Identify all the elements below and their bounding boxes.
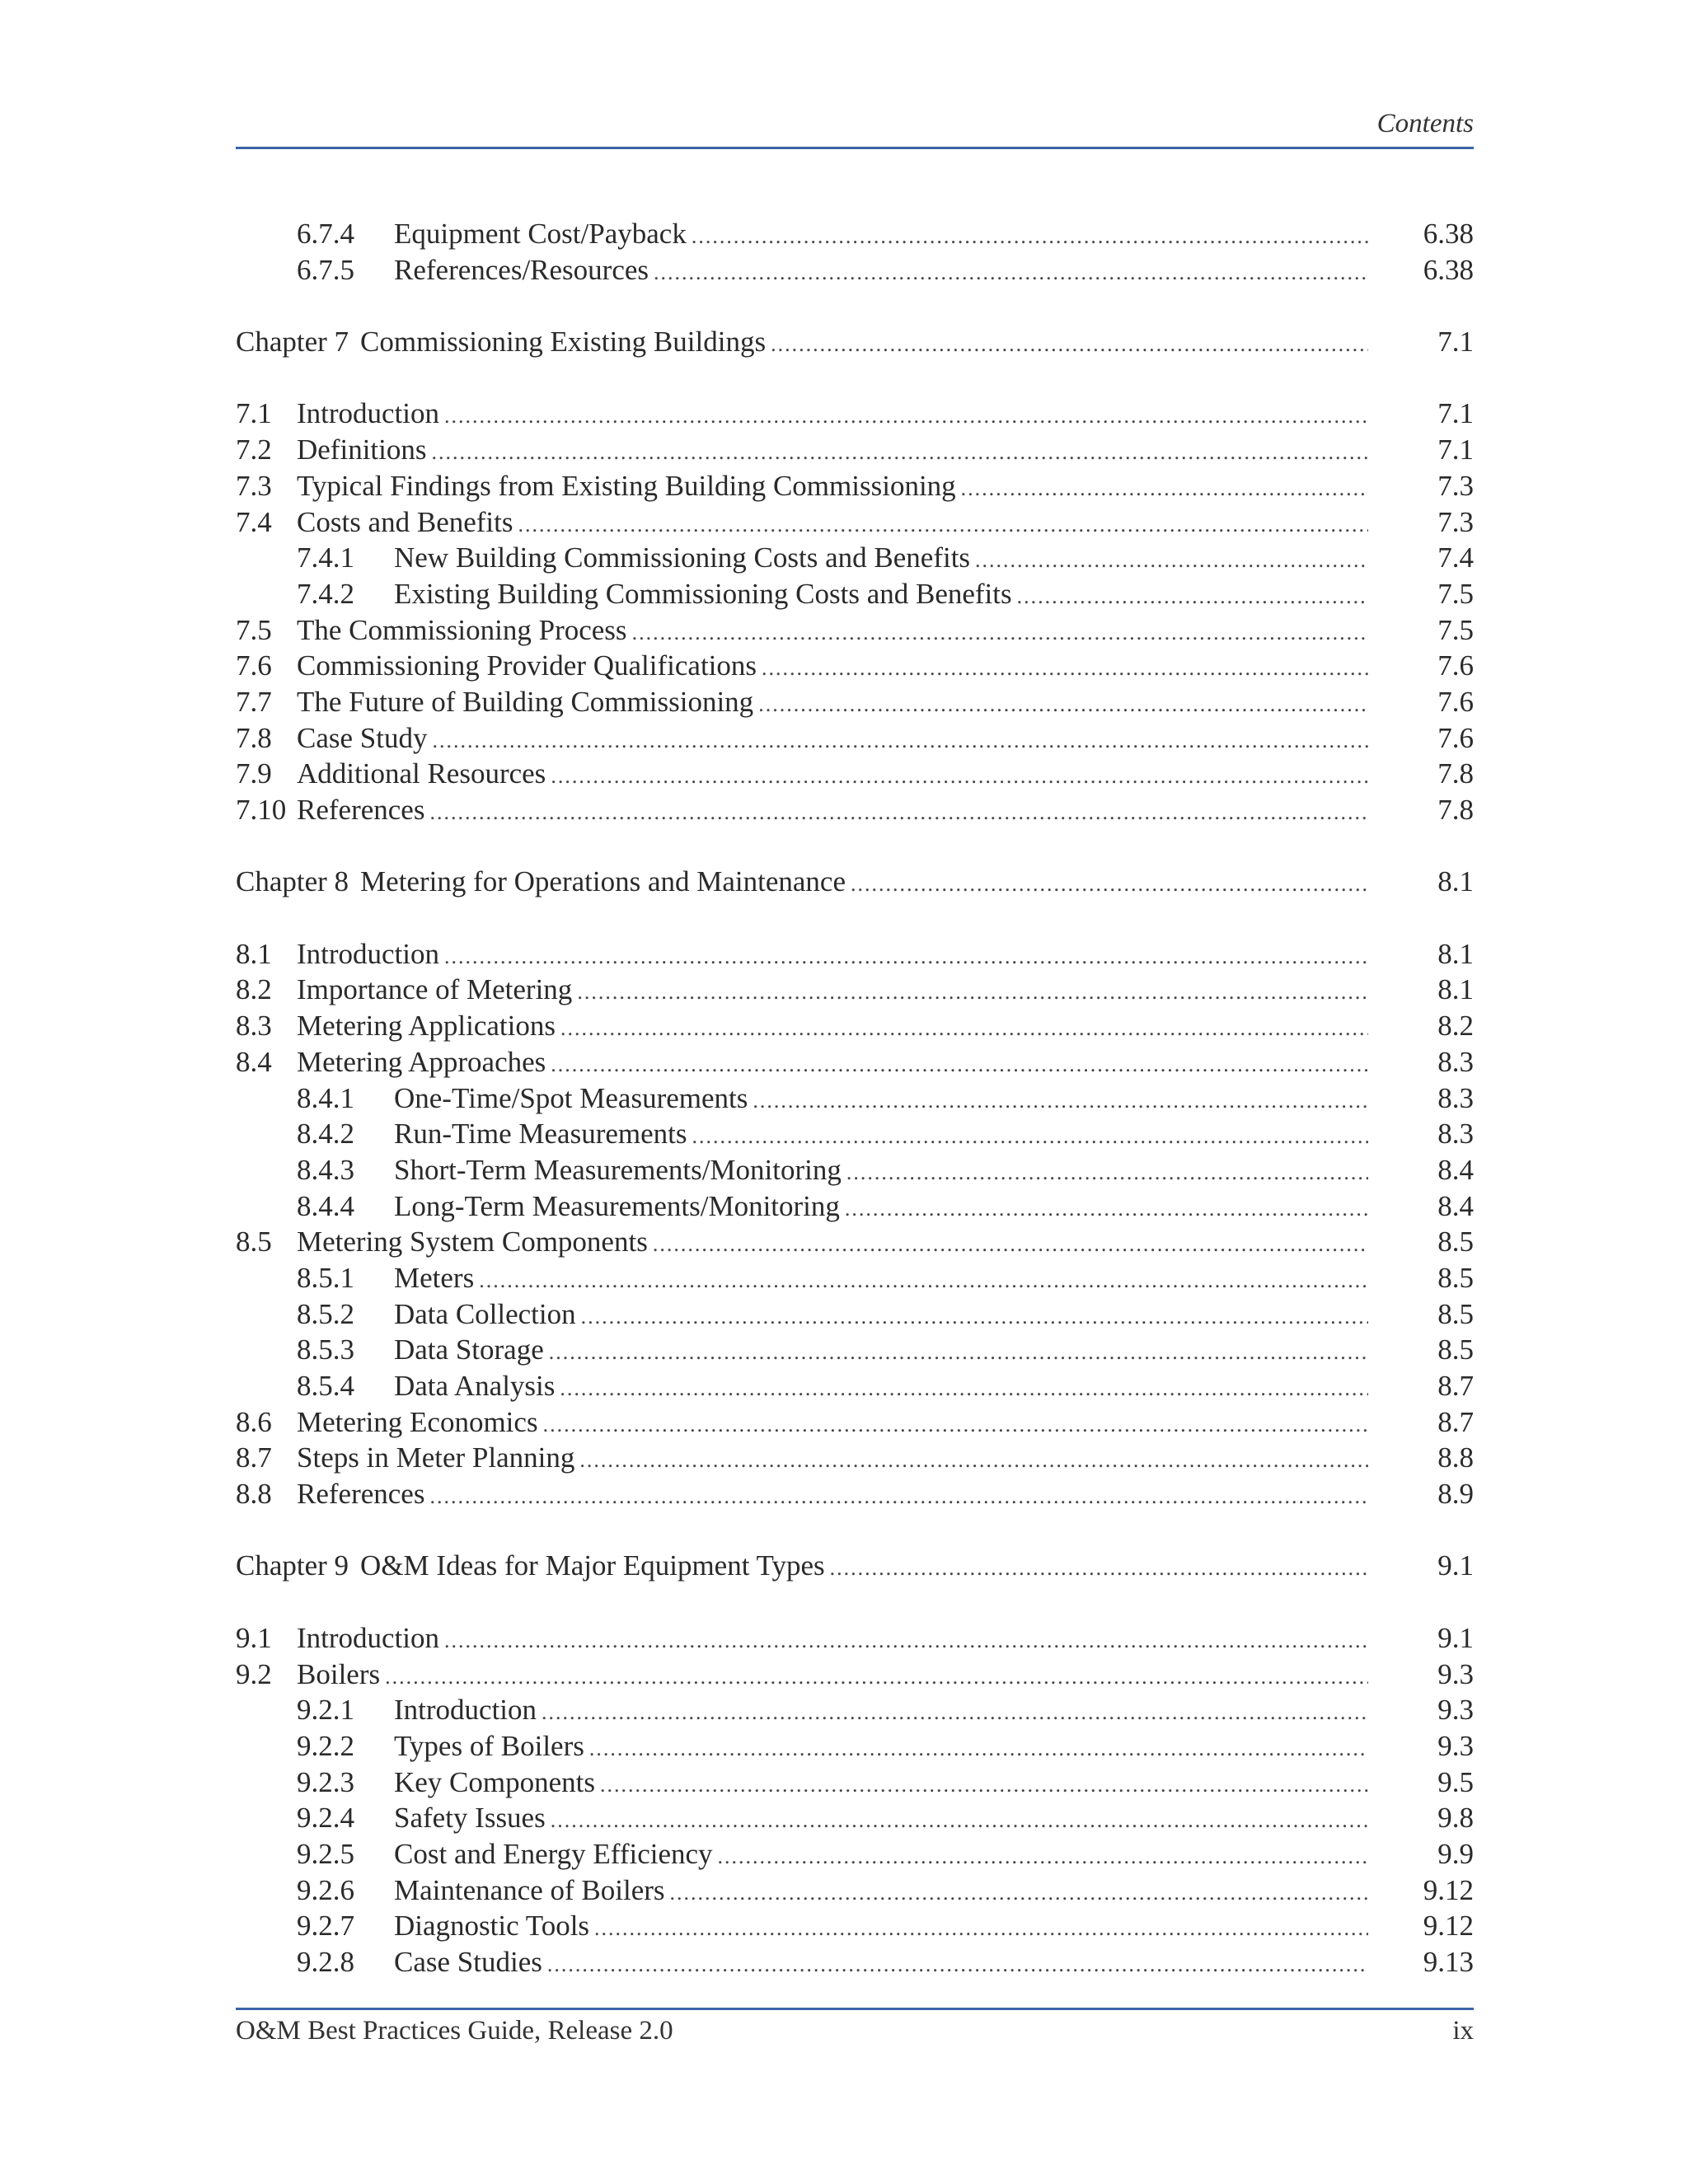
toc-entry-page: 8.8 — [1437, 1441, 1474, 1474]
toc-entry-page: 8.5 — [1437, 1226, 1474, 1258]
toc-entry-page: 9.9 — [1437, 1837, 1474, 1870]
toc-entry-number: 7.7 — [236, 685, 272, 718]
toc-entry-page: 7.3 — [1437, 469, 1474, 502]
toc-entry-title: References/Resources — [394, 253, 649, 286]
toc-entry-title: Commissioning Provider Qualifications — [297, 649, 757, 682]
toc-entry-number: 8.8 — [236, 1478, 272, 1511]
toc-entry-title: Long-Term Measurements/Monitoring — [394, 1189, 840, 1222]
toc-entry-title: Importance of Metering — [297, 973, 573, 1006]
toc-entry-number: 7.4.2 — [297, 577, 354, 610]
toc-dot-leader — [560, 1010, 1368, 1047]
toc-dot-leader — [444, 398, 1368, 434]
toc-entry-number: 6.7.4 — [297, 218, 354, 250]
toc-dot-leader — [762, 650, 1368, 687]
toc-entry-page: 8.1 — [1437, 973, 1474, 1006]
header-rule — [236, 147, 1474, 149]
toc-entry-title: Equipment Cost/Payback — [394, 218, 687, 250]
toc-dot-leader — [670, 1875, 1368, 1911]
toc-entry-title: Definitions — [297, 434, 427, 466]
table-of-contents — [236, 216, 1474, 1980]
toc-entry-page: 8.2 — [1437, 1010, 1474, 1043]
toc-entry-page: 8.5 — [1437, 1261, 1474, 1294]
toc-entry[interactable] — [236, 504, 1474, 541]
toc-entry-title: Typical Findings from Existing Building Commissioning — [297, 469, 956, 502]
footer-publication-title: O&M Best Practices Guide, Release 2.0 — [236, 2016, 673, 2046]
toc-entry-title: One-Time/Spot Measurements — [394, 1081, 748, 1114]
toc-entry-number: 8.2 — [236, 973, 272, 1006]
toc-entry-title: Boilers — [297, 1657, 381, 1690]
toc-entry-page: 7.6 — [1437, 721, 1474, 754]
toc-entry[interactable] — [236, 1152, 1474, 1188]
toc-entry[interactable] — [236, 468, 1474, 504]
toc-entry-page: 7.8 — [1437, 757, 1474, 790]
toc-entry[interactable] — [236, 1620, 1474, 1657]
toc-entry-title: Steps in Meter Planning — [297, 1441, 575, 1474]
toc-entry-number: 8.6 — [236, 1405, 272, 1438]
toc-dot-leader — [518, 507, 1368, 543]
toc-entry[interactable] — [236, 1800, 1474, 1836]
toc-chapter-entry[interactable] — [236, 1548, 1474, 1584]
toc-entry[interactable] — [236, 1008, 1474, 1044]
toc-dot-leader — [654, 255, 1368, 291]
toc-entry-number: Chapter 7 — [236, 326, 349, 359]
toc-entry-page: 8.9 — [1437, 1478, 1474, 1511]
toc-entry-number: 7.2 — [236, 434, 272, 466]
toc-entry-number: 7.3 — [236, 469, 272, 502]
toc-entry-number: Chapter 8 — [236, 865, 349, 898]
toc-entry-page: 8.3 — [1437, 1118, 1474, 1151]
toc-entry-title: Key Components — [394, 1765, 596, 1798]
toc-entry-page: 7.3 — [1437, 505, 1474, 538]
toc-entry[interactable] — [236, 792, 1474, 828]
toc-entry-title: Introduction — [297, 1621, 440, 1654]
toc-entry-title: Cost and Energy Efficiency — [394, 1837, 713, 1870]
toc-entry-page: 6.38 — [1423, 218, 1474, 250]
toc-entry-number: 8.5.1 — [297, 1261, 354, 1294]
toc-dot-leader — [577, 974, 1368, 1010]
toc-entry[interactable] — [236, 1044, 1474, 1080]
toc-entry-page: 7.8 — [1437, 794, 1474, 826]
toc-entry-page: 7.1 — [1437, 434, 1474, 466]
toc-entry-page: 8.3 — [1437, 1081, 1474, 1114]
toc-dot-leader — [753, 1083, 1368, 1119]
toc-entry-page: 9.12 — [1423, 1873, 1474, 1906]
toc-entry-title: O&M Ideas for Major Equipment Types — [360, 1549, 825, 1582]
toc-entry-title: Metering Applications — [297, 1010, 556, 1043]
footer-page-number: ix — [1452, 2016, 1474, 2046]
toc-entry[interactable] — [236, 1836, 1474, 1872]
toc-entry-page: 9.1 — [1437, 1621, 1474, 1654]
toc-entry-number: 9.2.6 — [297, 1873, 354, 1906]
toc-entry-title: Introduction — [297, 397, 440, 430]
toc-entry-title: Existing Building Commissioning Costs and Benefits — [394, 577, 1012, 610]
toc-entry-title: Case Studies — [394, 1946, 542, 1978]
toc-entry-title: New Building Commissioning Costs and Benefits — [394, 541, 971, 574]
toc-entry-number: 8.5 — [236, 1226, 272, 1258]
toc-entry-number: 8.1 — [236, 937, 272, 970]
toc-entry-number: 7.8 — [236, 721, 272, 754]
toc-entry-number: 9.2.7 — [297, 1910, 354, 1943]
toc-dot-leader — [975, 542, 1368, 579]
toc-entry-page: 9.5 — [1437, 1765, 1474, 1798]
toc-entry-page: 8.5 — [1437, 1333, 1474, 1366]
toc-entry-number: 9.2.8 — [297, 1946, 354, 1978]
toc-entry-title: Introduction — [297, 937, 440, 970]
toc-entry-title: Run-Time Measurements — [394, 1118, 687, 1151]
toc-dot-leader — [581, 1299, 1368, 1335]
toc-entry-page: 8.7 — [1437, 1405, 1474, 1438]
toc-entry[interactable] — [236, 1872, 1474, 1909]
toc-entry[interactable] — [236, 432, 1474, 468]
toc-dot-leader — [385, 1659, 1368, 1695]
toc-entry-title: Metering Economics — [297, 1405, 538, 1438]
toc-entry-number: 6.7.5 — [297, 253, 354, 286]
toc-entry-number: 7.5 — [236, 613, 272, 646]
toc-entry-page: 7.1 — [1437, 326, 1474, 359]
toc-entry-page: 8.4 — [1437, 1189, 1474, 1222]
toc-entry-title: References — [297, 1478, 425, 1511]
toc-entry-number: 9.2.5 — [297, 1837, 354, 1870]
toc-dot-leader — [560, 1371, 1368, 1407]
toc-dot-leader — [542, 1694, 1368, 1731]
toc-dot-leader — [1017, 579, 1368, 615]
toc-entry[interactable] — [236, 216, 1474, 252]
toc-dot-leader — [551, 1802, 1368, 1839]
toc-dot-leader — [589, 1731, 1368, 1767]
toc-dot-leader — [579, 1442, 1368, 1479]
toc-entry-number: 8.4 — [236, 1045, 272, 1078]
toc-entry-number: 7.9 — [236, 757, 272, 790]
toc-entry[interactable] — [236, 684, 1474, 720]
toc-entry-page: 8.3 — [1437, 1045, 1474, 1078]
toc-entry-page: 9.13 — [1423, 1946, 1474, 1978]
toc-entry-page: 8.5 — [1437, 1297, 1474, 1330]
toc-entry-title: Types of Boilers — [394, 1729, 584, 1762]
toc-entry-number: 8.4.4 — [297, 1189, 354, 1222]
toc-entry-page: 9.8 — [1437, 1802, 1474, 1835]
toc-dot-leader — [845, 1191, 1368, 1227]
toc-entry-page: 7.4 — [1437, 541, 1474, 574]
running-header: Contents — [1376, 109, 1474, 138]
toc-entry-number: 8.5.3 — [297, 1333, 354, 1366]
toc-entry-title: Costs and Benefits — [297, 505, 513, 538]
toc-entry[interactable] — [236, 1188, 1474, 1225]
toc-entry-title: Metering Approaches — [297, 1045, 546, 1078]
toc-entry-page: 9.3 — [1437, 1657, 1474, 1690]
toc-dot-leader — [632, 615, 1368, 651]
toc-entry[interactable] — [236, 1116, 1474, 1152]
toc-entry-title: The Future of Building Commissioning — [297, 685, 754, 718]
toc-entry-page: 8.4 — [1437, 1153, 1474, 1186]
toc-dot-leader — [429, 794, 1368, 831]
toc-entry[interactable] — [236, 720, 1474, 757]
toc-entry-title: Case Study — [297, 721, 428, 754]
toc-entry-page: 7.5 — [1437, 613, 1474, 646]
toc-entry-number: Chapter 9 — [236, 1549, 349, 1582]
toc-entry-title: Commissioning Existing Buildings — [360, 326, 767, 359]
toc-entry-number: 7.4 — [236, 505, 272, 538]
toc-entry-title: Data Analysis — [394, 1370, 556, 1402]
toc-entry-title: The Commissioning Process — [297, 613, 627, 646]
toc-dot-leader — [432, 723, 1368, 759]
toc-entry-number: 8.7 — [236, 1441, 272, 1474]
toc-dot-leader — [758, 687, 1368, 723]
toc-entry[interactable] — [236, 1765, 1474, 1801]
toc-entry-page: 9.3 — [1437, 1694, 1474, 1727]
toc-entry-number: 9.2.4 — [297, 1802, 354, 1835]
toc-entry[interactable] — [236, 540, 1474, 576]
toc-entry-page: 7.6 — [1437, 685, 1474, 718]
toc-entry[interactable] — [236, 1476, 1474, 1512]
toc-entry-page: 8.1 — [1437, 937, 1474, 970]
toc-dot-leader — [444, 939, 1368, 975]
toc-dot-leader — [830, 1550, 1368, 1586]
toc-entry-number: 9.2.2 — [297, 1729, 354, 1762]
toc-entry-number: 8.3 — [236, 1010, 272, 1043]
toc-dot-leader — [551, 758, 1368, 794]
toc-entry-number: 9.2 — [236, 1657, 272, 1690]
toc-dot-leader — [594, 1910, 1368, 1947]
toc-dot-leader — [600, 1767, 1368, 1803]
toc-entry-title: Additional Resources — [297, 757, 546, 790]
toc-entry-title: Data Storage — [394, 1333, 544, 1366]
toc-entry-number: 7.4.1 — [297, 541, 354, 574]
toc-dot-leader — [547, 1947, 1368, 1983]
toc-entry-page: 7.1 — [1437, 397, 1474, 430]
toc-entry-page: 8.1 — [1437, 865, 1474, 898]
toc-dot-leader — [846, 1155, 1368, 1191]
toc-entry[interactable] — [236, 972, 1474, 1008]
toc-entry-number: 9.2.3 — [297, 1765, 354, 1798]
toc-dot-leader — [431, 434, 1368, 471]
toc-entry[interactable] — [236, 1908, 1474, 1944]
toc-entry-title: Diagnostic Tools — [394, 1910, 590, 1943]
toc-dot-leader — [444, 1623, 1368, 1659]
toc-entry[interactable] — [236, 576, 1474, 612]
toc-entry[interactable] — [236, 1440, 1474, 1476]
toc-entry[interactable] — [236, 612, 1474, 649]
toc-entry-page: 9.12 — [1423, 1910, 1474, 1943]
toc-entry-number: 9.2.1 — [297, 1694, 354, 1727]
toc-dot-leader — [851, 866, 1368, 902]
toc-entry[interactable] — [236, 648, 1474, 684]
toc-entry-title: Introduction — [394, 1694, 537, 1727]
toc-entry-page: 9.3 — [1437, 1729, 1474, 1762]
toc-entry[interactable] — [236, 252, 1474, 288]
toc-entry[interactable] — [236, 1080, 1474, 1117]
toc-entry-page: 8.7 — [1437, 1370, 1474, 1402]
toc-entry[interactable] — [236, 1404, 1474, 1441]
toc-dot-leader — [771, 326, 1368, 363]
toc-entry[interactable] — [236, 936, 1474, 972]
toc-entry-number: 7.10 — [236, 794, 287, 826]
toc-entry-number: 8.5.2 — [297, 1297, 354, 1330]
toc-dot-leader — [961, 471, 1368, 507]
toc-entry-title: Safety Issues — [394, 1802, 546, 1835]
toc-entry[interactable] — [236, 756, 1474, 792]
toc-dot-leader — [653, 1226, 1368, 1263]
toc-dot-leader — [692, 1118, 1369, 1155]
toc-entry[interactable] — [236, 1692, 1474, 1728]
toc-dot-leader — [543, 1407, 1368, 1443]
toc-entry-title: Metering for Operations and Maintenance — [360, 865, 846, 898]
toc-entry[interactable] — [236, 1368, 1474, 1404]
toc-entry-title: Data Collection — [394, 1297, 576, 1330]
toc-entry-title: Meters — [394, 1261, 475, 1294]
toc-chapter-entry[interactable] — [236, 324, 1474, 360]
toc-entry-title: References — [297, 794, 425, 826]
toc-entry-number: 7.1 — [236, 397, 272, 430]
toc-entry[interactable] — [236, 1657, 1474, 1693]
toc-entry-page: 7.5 — [1437, 577, 1474, 610]
toc-entry-title: Metering System Components — [297, 1226, 648, 1258]
toc-dot-leader — [429, 1479, 1368, 1515]
toc-entry-number: 8.4.3 — [297, 1153, 354, 1186]
toc-entry-number: 9.1 — [236, 1621, 272, 1654]
toc-entry[interactable] — [236, 1728, 1474, 1765]
toc-entry-number: 8.5.4 — [297, 1370, 354, 1402]
toc-entry-title: Maintenance of Boilers — [394, 1873, 665, 1906]
toc-entry-page: 7.6 — [1437, 649, 1474, 682]
page-footer — [236, 2016, 1474, 2046]
toc-chapter-entry[interactable] — [236, 864, 1474, 900]
toc-dot-leader — [718, 1839, 1368, 1875]
toc-entry-page: 6.38 — [1423, 253, 1474, 286]
toc-dot-leader — [479, 1263, 1368, 1299]
toc-entry[interactable] — [236, 1224, 1474, 1260]
toc-entry[interactable] — [236, 396, 1474, 432]
toc-entry-page: 9.1 — [1437, 1549, 1474, 1582]
toc-entry[interactable] — [236, 1260, 1474, 1296]
toc-entry-number: 7.6 — [236, 649, 272, 682]
footer-rule — [236, 2008, 1474, 2010]
toc-entry[interactable] — [236, 1332, 1474, 1368]
toc-entry-number: 8.4.2 — [297, 1118, 354, 1151]
toc-dot-leader — [549, 1334, 1368, 1371]
toc-entry[interactable] — [236, 1296, 1474, 1333]
toc-entry-title: Short-Term Measurements/Monitoring — [394, 1153, 842, 1186]
toc-entry-number: 8.4.1 — [297, 1081, 354, 1114]
toc-entry[interactable] — [236, 1944, 1474, 1980]
toc-dot-leader — [692, 218, 1368, 255]
toc-dot-leader — [551, 1047, 1368, 1083]
